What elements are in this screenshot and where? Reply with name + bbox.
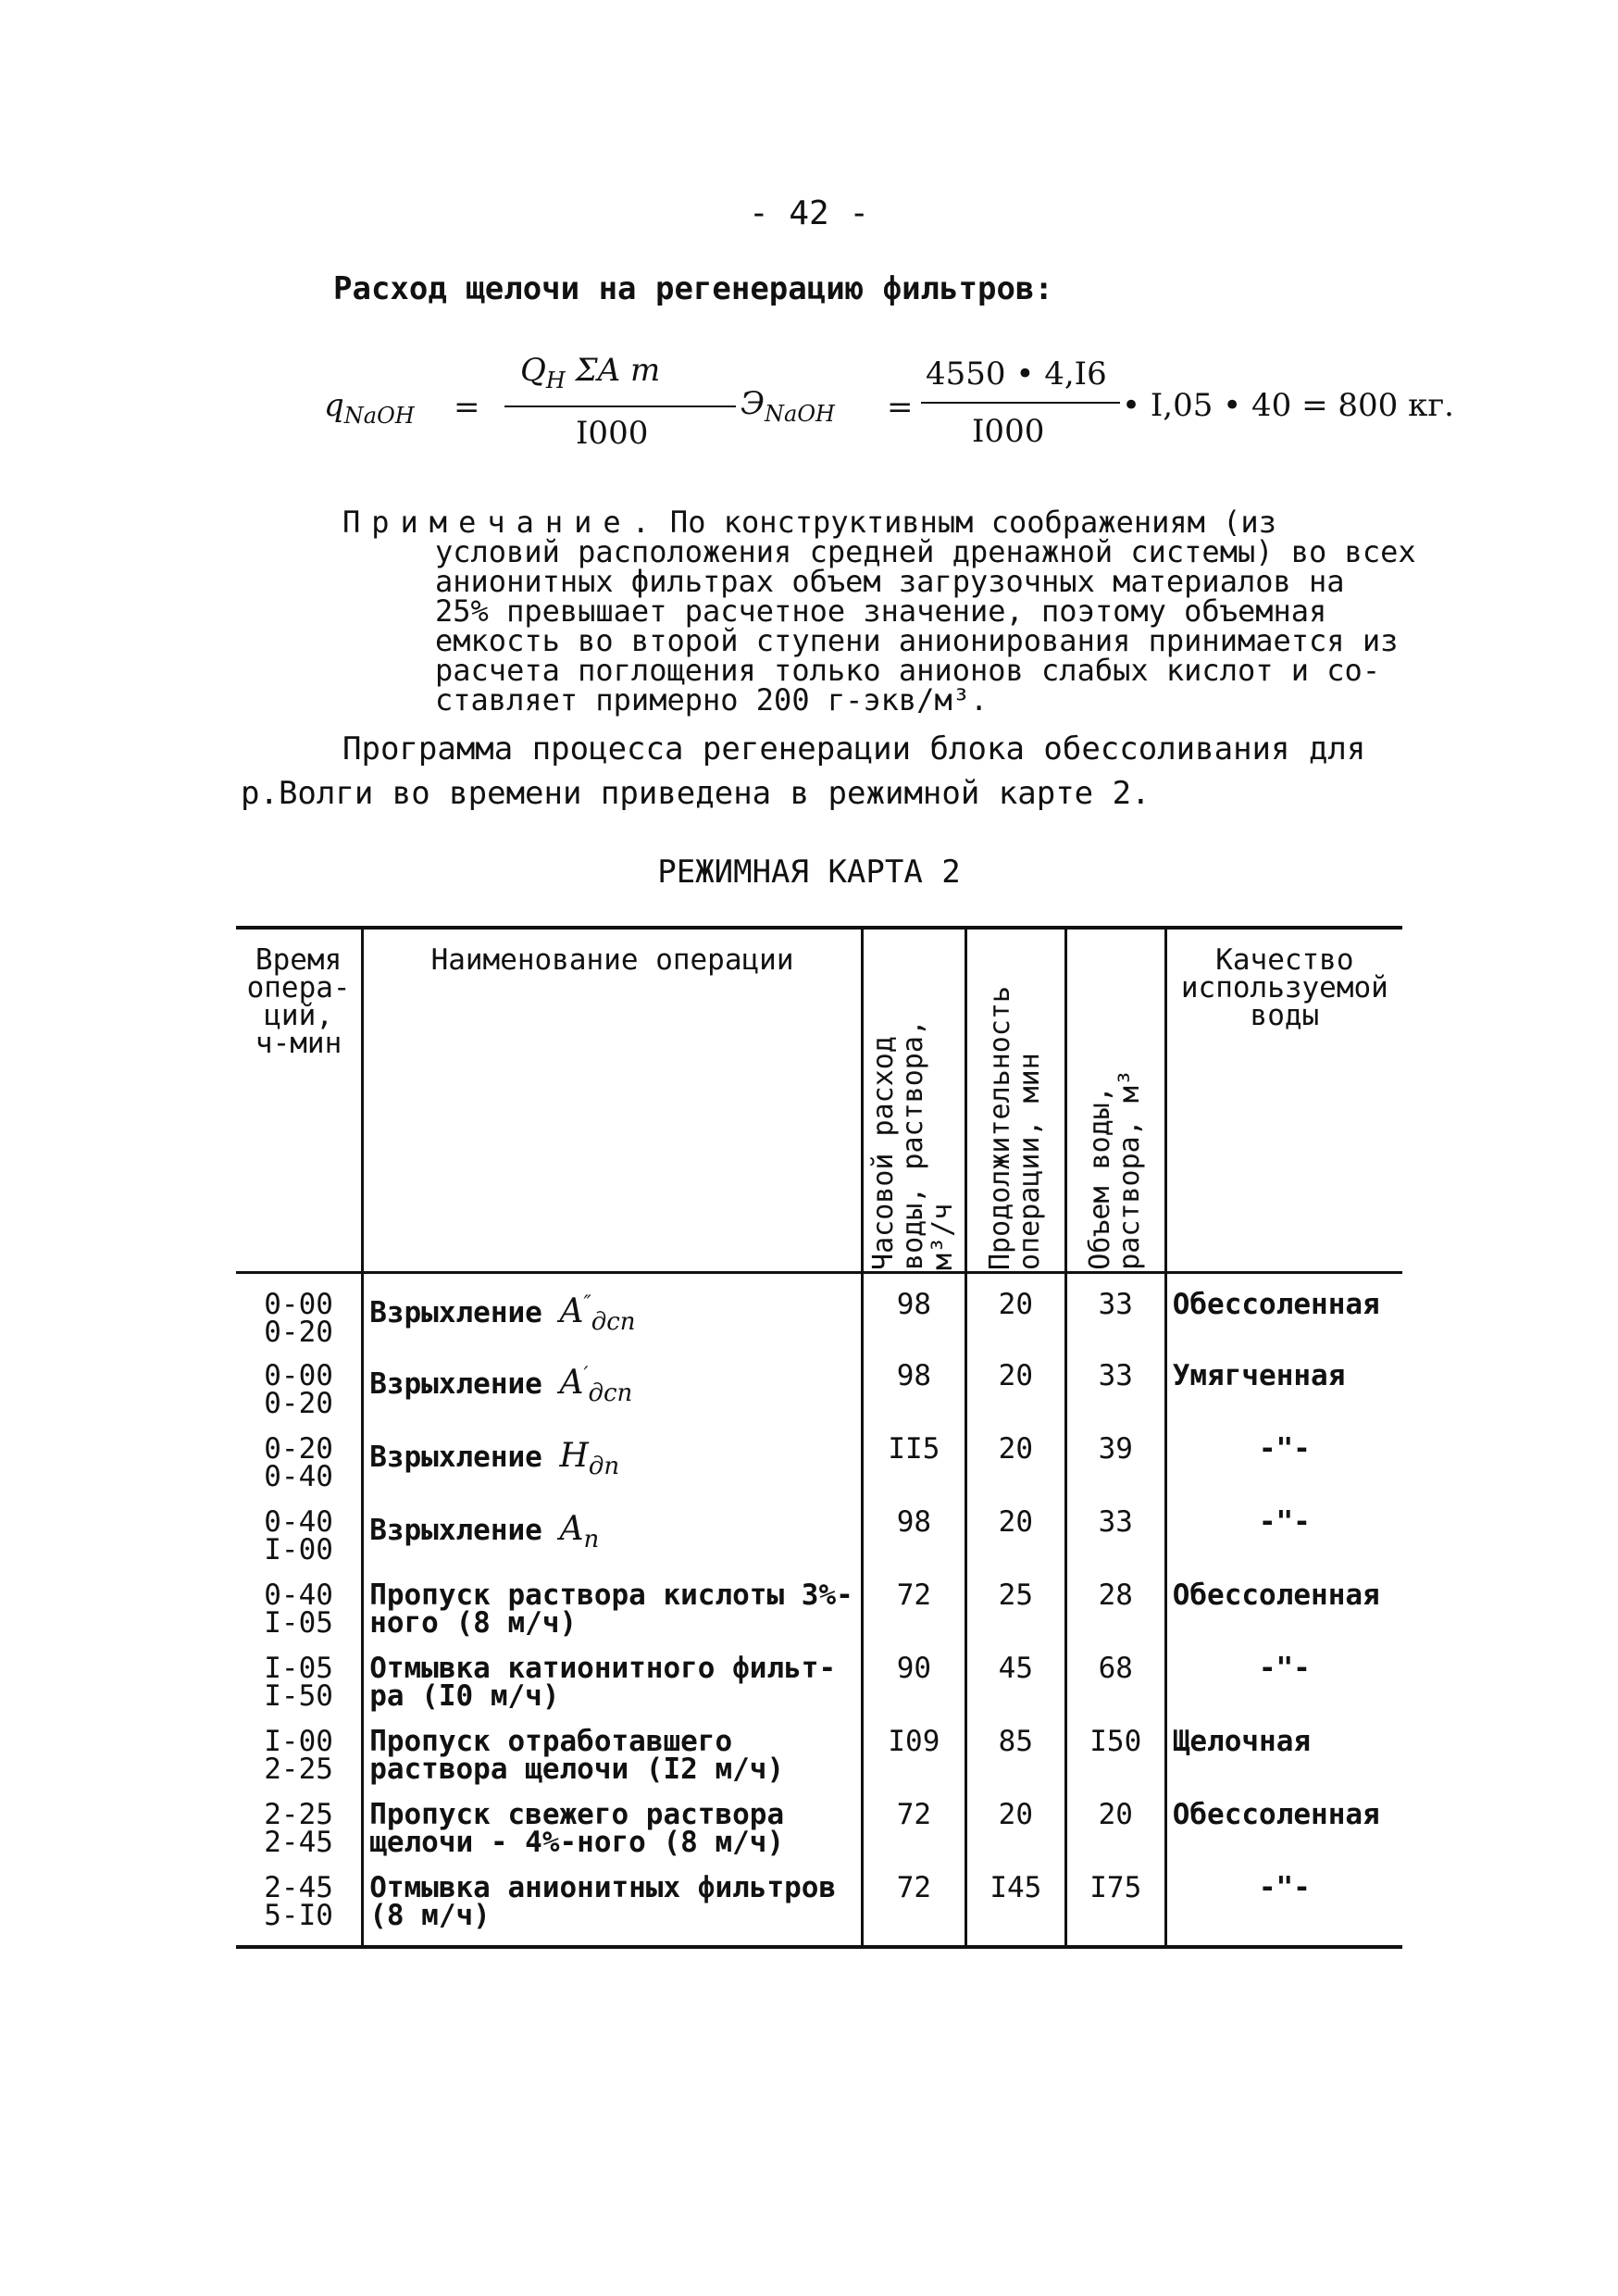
cell-vol: 33 xyxy=(1065,1508,1165,1581)
table-row xyxy=(236,1362,1402,1435)
cell-quality: Щелочная xyxy=(1165,1728,1402,1801)
operation-text: Взрыхление xyxy=(369,1295,542,1329)
time-end: I-05 xyxy=(264,1606,333,1640)
cell-vol: 33 xyxy=(1065,1362,1165,1435)
header-rate xyxy=(862,928,965,1272)
time-start: 2-25 xyxy=(264,1798,333,1831)
formula-numerator-1: $Q_H$ ΣA m xyxy=(520,352,661,393)
note-line-1: По конструктивным соображениям (из xyxy=(669,505,1276,540)
header-volume-line-2: раствора, м³ xyxy=(1114,1069,1147,1270)
cell-operation xyxy=(363,1871,863,1947)
note-line-5: емкость во второй ступени анионирования принимается из xyxy=(435,623,1399,658)
cell-vol: 39 xyxy=(1065,1435,1165,1508)
header-rate-line-3: м³/ч xyxy=(927,1203,960,1270)
cell-vol: 68 xyxy=(1065,1654,1165,1728)
cell-operation xyxy=(363,1272,863,1362)
paragraph-line-1: Программа процесса регенерации блока обессоливания для xyxy=(342,730,1366,767)
cell-vol: I50 xyxy=(1065,1728,1165,1801)
cell-dur: 20 xyxy=(965,1801,1065,1874)
cell-operation xyxy=(363,1435,863,1508)
filter-symbol: $A_п$ xyxy=(559,1510,600,1554)
header-volume xyxy=(1065,928,1165,1272)
time-start: 0-40 xyxy=(264,1578,333,1612)
cell-rate: 98 xyxy=(862,1508,965,1581)
cell-dur: 20 xyxy=(965,1272,1065,1362)
header-duration xyxy=(965,928,1065,1272)
header-quality-text: Качество используемой воды xyxy=(1180,943,1388,1032)
cell-dur: 20 xyxy=(965,1435,1065,1508)
cell-operation xyxy=(363,1798,863,1874)
cell-time xyxy=(236,1505,363,1581)
cell-quality: Обессоленная xyxy=(1165,1801,1402,1874)
header-duration-line-2: операции, мин xyxy=(1014,1053,1047,1270)
intro-text: Расход щелочи на регенерацию фильтров: xyxy=(333,270,1053,307)
filter-symbol: $A'_{дсп}$ xyxy=(559,1364,633,1408)
cell-vol: 33 xyxy=(1065,1272,1165,1362)
cell-quality: -"- xyxy=(1165,1435,1402,1508)
time-start: 0-40 xyxy=(264,1505,333,1539)
operation-text: Отмывка катионитного фильт- ра (I0 м/ч) xyxy=(369,1652,837,1713)
formula-denominator-1: I000 xyxy=(576,415,649,452)
header-operation-text: Наименование операции xyxy=(430,943,794,977)
table-row xyxy=(236,1654,1402,1728)
note-line-4: 25% превышает расчетное значение, поэтому объемная xyxy=(435,593,1327,629)
cell-quality: -"- xyxy=(1165,1508,1402,1581)
paragraph-line-2: р.Волги во времени приведена в режимной карте 2. xyxy=(241,775,1151,812)
time-end: I-50 xyxy=(264,1679,333,1713)
header-rate-line-1: Часовой расход xyxy=(867,1036,901,1270)
cell-dur: 85 xyxy=(965,1728,1065,1801)
cell-time xyxy=(236,1654,363,1728)
cell-rate: 72 xyxy=(862,1581,965,1654)
note-line-2: условий расположения средней дренажной системы) во всех xyxy=(435,534,1416,569)
table-row xyxy=(236,1272,1402,1362)
time-end: 0-40 xyxy=(264,1460,333,1493)
table-row xyxy=(236,1581,1402,1654)
formula xyxy=(324,352,1574,463)
table-row xyxy=(236,1728,1402,1801)
time-end: I-00 xyxy=(264,1533,333,1566)
cell-rate: II5 xyxy=(862,1435,965,1508)
cell-operation xyxy=(363,1654,863,1728)
time-start: I-00 xyxy=(264,1725,333,1758)
cell-time xyxy=(236,1725,363,1801)
cell-quality: -"- xyxy=(1165,1874,1402,1947)
header-volume-line-1: Объем воды, xyxy=(1084,1086,1117,1270)
cell-rate: I09 xyxy=(862,1728,965,1801)
cell-operation xyxy=(363,1508,863,1581)
cell-dur: 25 xyxy=(965,1581,1065,1654)
cell-operation xyxy=(363,1362,863,1435)
header-quality xyxy=(1165,928,1402,1272)
note-block xyxy=(342,505,1453,718)
table-row xyxy=(236,1874,1402,1947)
time-start: 0-00 xyxy=(264,1287,333,1321)
page-number: - 42 - xyxy=(748,194,870,232)
formula-numerator-2: 4550 • 4,I6 xyxy=(926,356,1107,393)
note-line-7: ставляет примерно 200 г-экв/м³. xyxy=(435,682,989,718)
formula-e-symbol: $Э_{NaOH}$ xyxy=(741,385,835,427)
cell-vol: 20 xyxy=(1065,1801,1165,1874)
note-line-6: расчета поглощения только анионов слабых кислот и со- xyxy=(435,653,1381,688)
time-start: 2-45 xyxy=(264,1871,333,1904)
regime-card-title: РЕЖИМНАЯ КАРТА 2 xyxy=(657,854,961,891)
fraction-line-2 xyxy=(921,402,1120,404)
operation-text: Пропуск отработавшего раствора щелочи (I2 м/ч) xyxy=(369,1725,785,1786)
operation-text: Отмывка анионитных фильтров (8 м/ч) xyxy=(369,1871,837,1932)
table-row xyxy=(236,1801,1402,1874)
cell-dur: I45 xyxy=(965,1874,1065,1947)
note-heading: Примечание. xyxy=(342,505,661,540)
formula-denominator-2: I000 xyxy=(972,413,1045,450)
cell-rate: 98 xyxy=(862,1272,965,1362)
cell-rate: 72 xyxy=(862,1801,965,1874)
filter-symbol: $A''_{дсп}$ xyxy=(559,1292,636,1336)
cell-vol: 28 xyxy=(1065,1581,1165,1654)
cell-time xyxy=(236,1578,363,1654)
formula-tail: • I,05 • 40 = 800 кг. xyxy=(1122,387,1454,424)
formula-lhs: $q_{NaOH}$ xyxy=(324,387,415,429)
header-time xyxy=(236,928,363,1272)
header-operation xyxy=(363,928,863,1272)
note-line-3: анионитных фильтрах объем загрузочных материалов на xyxy=(435,564,1345,599)
cell-rate: 90 xyxy=(862,1654,965,1728)
operation-text: Пропуск раствора кислоты 3%-ного (8 м/ч) xyxy=(369,1578,853,1640)
cell-quality: Обессоленная xyxy=(1165,1581,1402,1654)
header-time-text: Время опера- ций, ч-мин xyxy=(246,943,351,1060)
time-end: 2-25 xyxy=(264,1753,333,1786)
time-end: 0-20 xyxy=(264,1315,333,1349)
cell-quality: Обессоленная xyxy=(1165,1272,1402,1362)
cell-rate: 72 xyxy=(862,1874,965,1947)
cell-dur: 20 xyxy=(965,1508,1065,1581)
header-duration-line-1: Продолжительность xyxy=(984,985,1017,1270)
time-end: 5-I0 xyxy=(264,1899,333,1932)
time-start: 0-00 xyxy=(264,1359,333,1392)
operation-text: Взрыхление xyxy=(369,1367,542,1401)
operation-text: Взрыхление xyxy=(369,1514,542,1547)
cell-operation xyxy=(363,1578,863,1654)
cell-quality: Умягченная xyxy=(1165,1362,1402,1435)
cell-time xyxy=(236,1871,363,1947)
cell-time xyxy=(236,1272,363,1362)
cell-dur: 20 xyxy=(965,1362,1065,1435)
table-row xyxy=(236,1508,1402,1581)
filter-symbol: $H_{дп}$ xyxy=(559,1437,620,1481)
fraction-line-1 xyxy=(504,406,736,407)
cell-vol: I75 xyxy=(1065,1874,1165,1947)
time-start: I-05 xyxy=(264,1652,333,1685)
cell-dur: 45 xyxy=(965,1654,1065,1728)
time-end: 2-45 xyxy=(264,1826,333,1859)
regime-table xyxy=(236,926,1402,1949)
time-end: 0-20 xyxy=(264,1387,333,1420)
table-header-row xyxy=(236,928,1402,1272)
formula-eq2: = xyxy=(887,389,914,426)
time-start: 0-20 xyxy=(264,1432,333,1466)
cell-operation xyxy=(363,1725,863,1801)
operation-text: Взрыхление xyxy=(369,1441,542,1474)
header-rate-line-2: воды, раствора, xyxy=(897,1019,930,1270)
cell-quality: -"- xyxy=(1165,1654,1402,1728)
cell-time xyxy=(236,1359,363,1435)
program-paragraph xyxy=(241,727,1444,816)
cell-time xyxy=(236,1798,363,1874)
formula-eq1: = xyxy=(454,389,480,426)
table-row xyxy=(236,1435,1402,1508)
operation-text: Пропуск свежего раствора щелочи - 4%-ного (8 м/ч) xyxy=(369,1798,785,1859)
cell-time xyxy=(236,1432,363,1508)
cell-rate: 98 xyxy=(862,1362,965,1435)
